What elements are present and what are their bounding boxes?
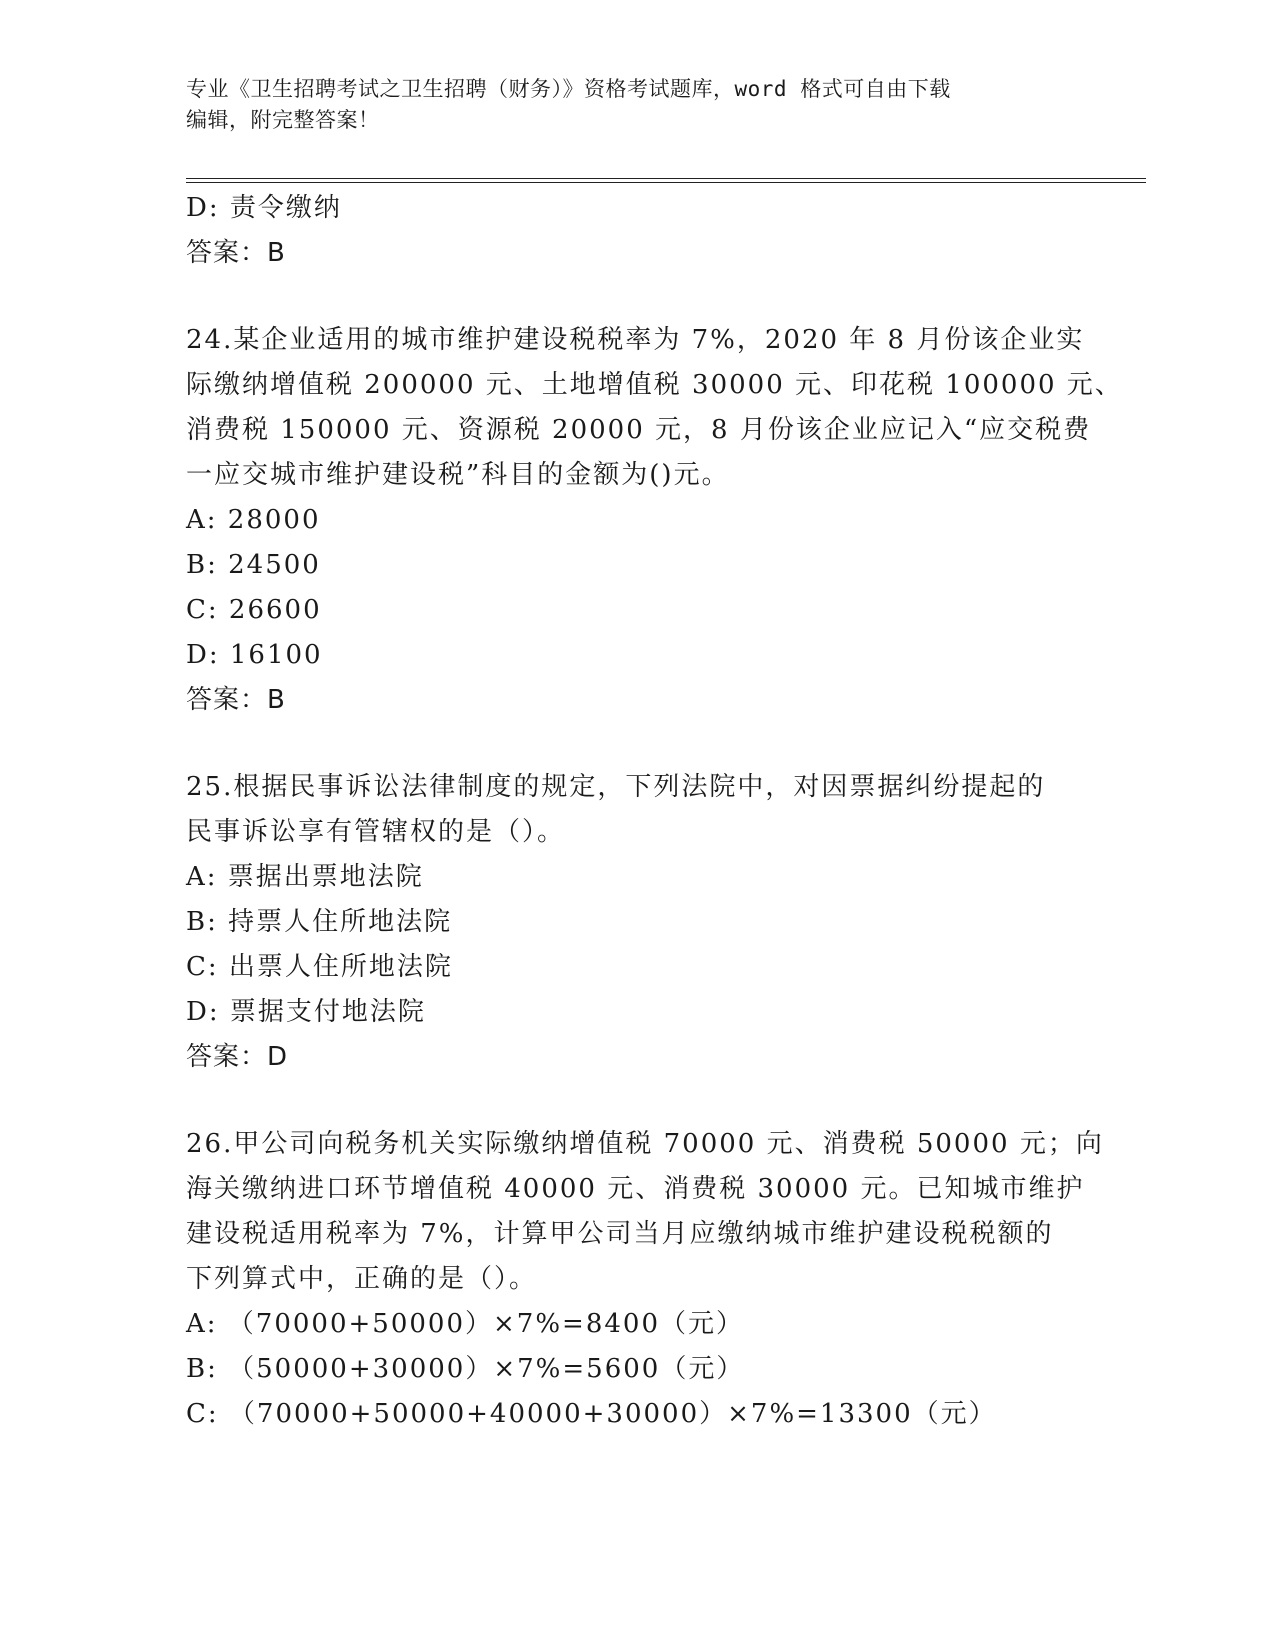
header-line-1: 专业《卫生招聘考试之卫生招聘（财务）》资格考试题库，word 格式可自由下载 [186, 77, 951, 101]
question-text-line: 26.甲公司向税务机关实际缴纳增值税 70000 元、消费税 50000 元；向 [186, 1129, 1104, 1159]
option-a: A: 28000 [186, 505, 321, 535]
header-rule-top [186, 178, 1146, 179]
question-text-line: 下列算式中，正确的是（）。 [186, 1264, 538, 1294]
answer: 答案：D [186, 1042, 289, 1072]
option-d: D: 票据支付地法院 [186, 997, 426, 1027]
header-rule-bottom [186, 182, 1146, 183]
option-c: C: （70000+50000+40000+30000）×7%=13300（元） [186, 1399, 997, 1429]
prev-option-d: D: 责令缴纳 [186, 193, 342, 223]
question-text-line: 24.某企业适用的城市维护建设税税率为 7%，2020 年 8 月份该企业实 [186, 325, 1085, 355]
option-a: A: 票据出票地法院 [186, 862, 424, 892]
question-text-line: 海关缴纳进口环节增值税 40000 元、消费税 30000 元。已知城市维护 [186, 1174, 1085, 1204]
spacer [186, 1080, 1066, 1122]
question-text-line: 一应交城市维护建设税”科目的金额为()元。 [186, 460, 730, 490]
option-b: B: （50000+30000）×7%=5600（元） [186, 1354, 745, 1384]
question-text-line: 消费税 150000 元、资源税 20000 元，8 月份该企业应记入“应交税费 [186, 415, 1092, 445]
prev-answer: 答案：B [186, 238, 286, 268]
question-text-line: 际缴纳增值税 200000 元、土地增值税 30000 元、印花税 100000 元、 [186, 370, 1123, 400]
option-c: C: 26600 [186, 595, 322, 625]
question-text-line: 建设税适用税率为 7%，计算甲公司当月应缴纳城市维护建设税税额的 [186, 1219, 1054, 1249]
question-25 [186, 765, 1066, 1080]
option-c: C: 出票人住所地法院 [186, 952, 453, 982]
page-header [186, 74, 1066, 136]
option-d: D: 16100 [186, 640, 323, 670]
question-text-line: 25.根据民事诉讼法律制度的规定，下列法院中，对因票据纠纷提起的 [186, 772, 1046, 802]
question-text-line: 民事诉讼享有管辖权的是（）。 [186, 817, 566, 847]
question-24 [186, 318, 1123, 723]
answer: 答案：B [186, 685, 286, 715]
option-a: A: （70000+50000）×7%=8400（元） [186, 1309, 744, 1339]
option-b: B: 24500 [186, 550, 321, 580]
spacer [186, 723, 1066, 765]
question-list [186, 186, 1123, 1437]
question-26 [186, 1122, 1104, 1437]
spacer [186, 276, 1066, 318]
header-line-2: 编辑，附完整答案！ [186, 108, 380, 132]
option-b: B: 持票人住所地法院 [186, 907, 453, 937]
